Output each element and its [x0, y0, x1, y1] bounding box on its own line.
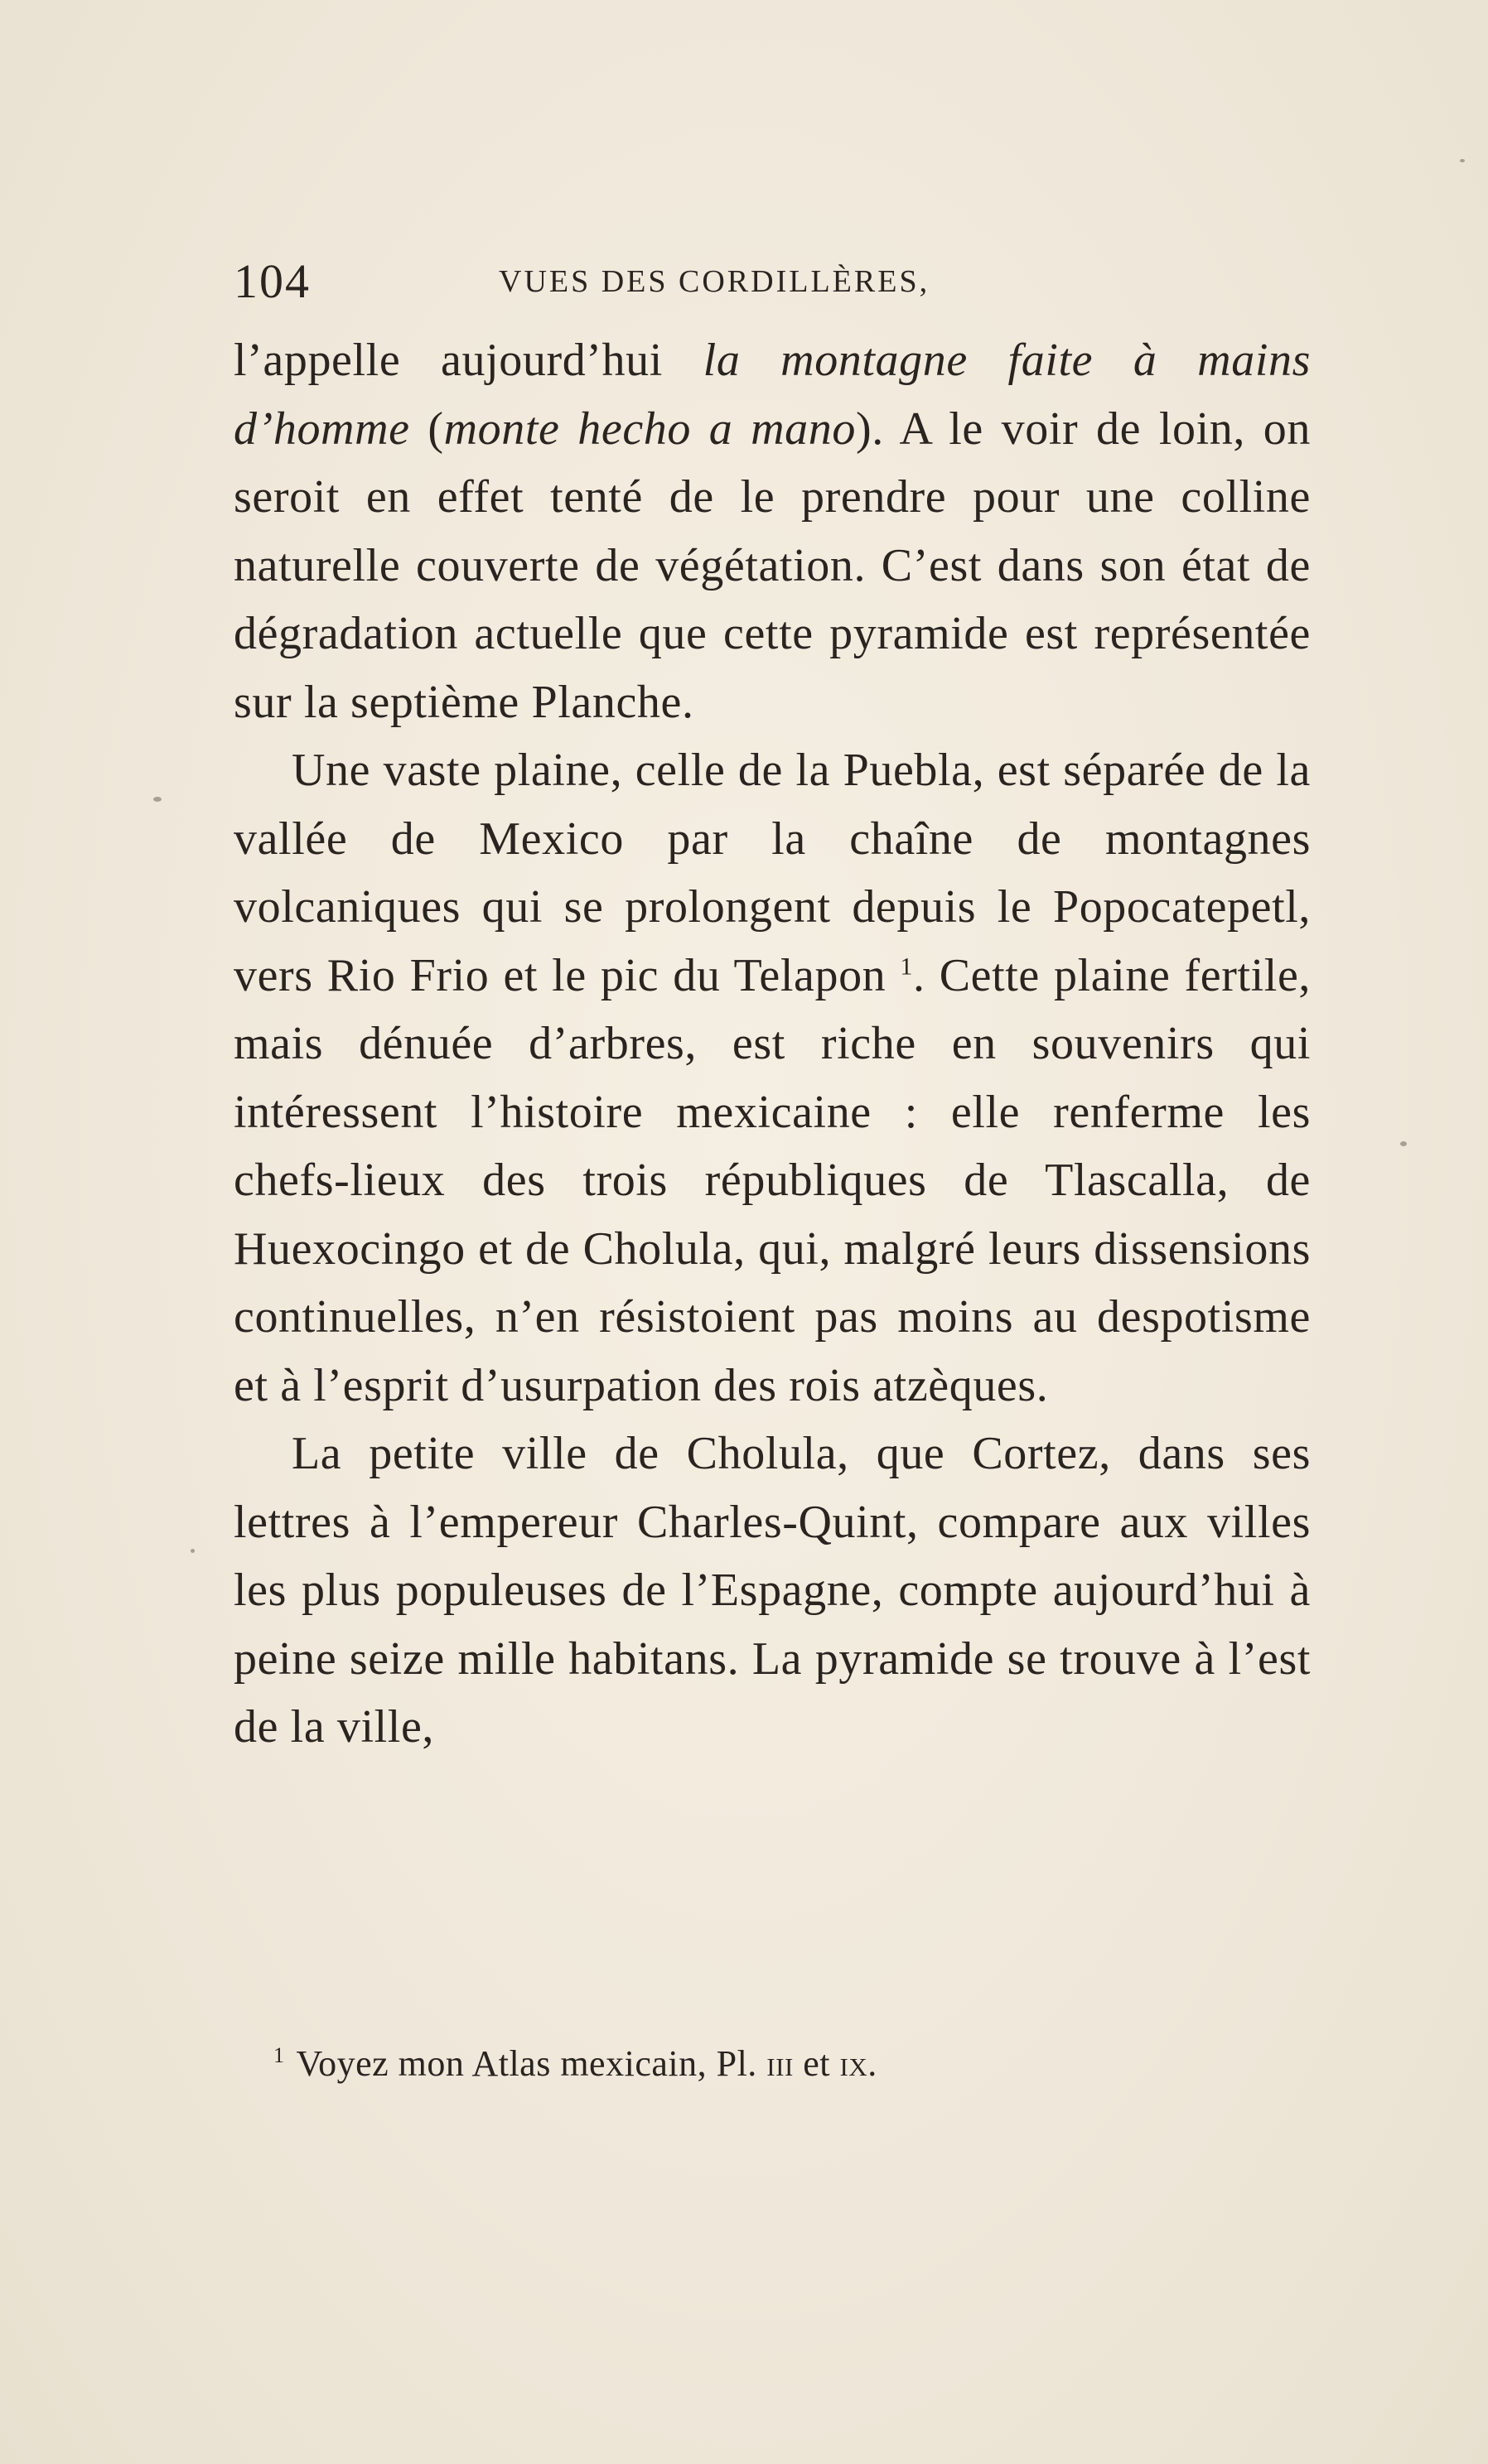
main-text [234, 326, 1311, 1762]
paper-speck [153, 797, 162, 802]
page-number: 104 [234, 254, 311, 308]
paper-speck [1460, 159, 1465, 162]
text-segment: l’appelle aujourd’hui [234, 335, 703, 386]
footnote-marker: 1 [273, 2043, 285, 2068]
paragraph [234, 326, 1311, 736]
footnote [273, 2039, 1309, 2089]
footnote-numerals: iii [766, 2043, 794, 2084]
paper-speck [191, 1549, 195, 1553]
footnote-text-after: . [867, 2043, 877, 2084]
text-segment: monte hecho a mano [443, 403, 856, 455]
paragraph [234, 736, 1311, 1420]
footnote-text-mid: et [793, 2043, 840, 2084]
footnote-text-before: Voyez mon Atlas mexicain, Pl. [296, 2043, 767, 2084]
text-segment: La petite ville de Cholula, que Cortez, dans ses lettres à l’empereur Charles-Quint, compare aux villes les plus populeuses de l’Espagne, compte aujourd’hui à peine seize mille habitans. La pyramide se trouve à l’est de la ville, [234, 1428, 1311, 1753]
text-segment: . Cette plaine fertile, mais dénuée d’arbres, est riche en souvenirs qui intéressent l’histoire mexicaine : elle renferme les chefs-lieux des trois républiques de Tlascalla, de Huexocingo et de Cholula, qui, malgré leurs dissensions continuelles, n’en résistoient pas moins au despotisme et à l’esprit d’usurpation des rois atzèques. [234, 949, 1311, 1411]
text-segment: Une vaste plaine, celle de la Puebla, est séparée de la vallée de Mexico par la chaîne de montagnes volcaniques qui se prolongent depuis le Popocatepetl, vers Rio Frio et le pic du Telapon [234, 745, 1311, 1001]
text-segment: ( [409, 403, 444, 455]
page-header [234, 248, 1311, 315]
paragraph [234, 1420, 1311, 1762]
text-segment: la montagne faite à mains d’homme [234, 335, 1311, 455]
paper-speck [1400, 1141, 1407, 1146]
footnote-numerals-2: ix [839, 2043, 868, 2084]
text-segment: ). A le voir de loin, on seroit en effet tenté de le prendre pour une colline naturelle couverte de végétation. C’est dans son état de dégradation actuelle que cette pyramide est représentée sur la septième Planche. [234, 403, 1311, 728]
running-head: VUES DES CORDILLÈRES, [499, 264, 930, 299]
footnote-reference: 1 [900, 952, 913, 980]
